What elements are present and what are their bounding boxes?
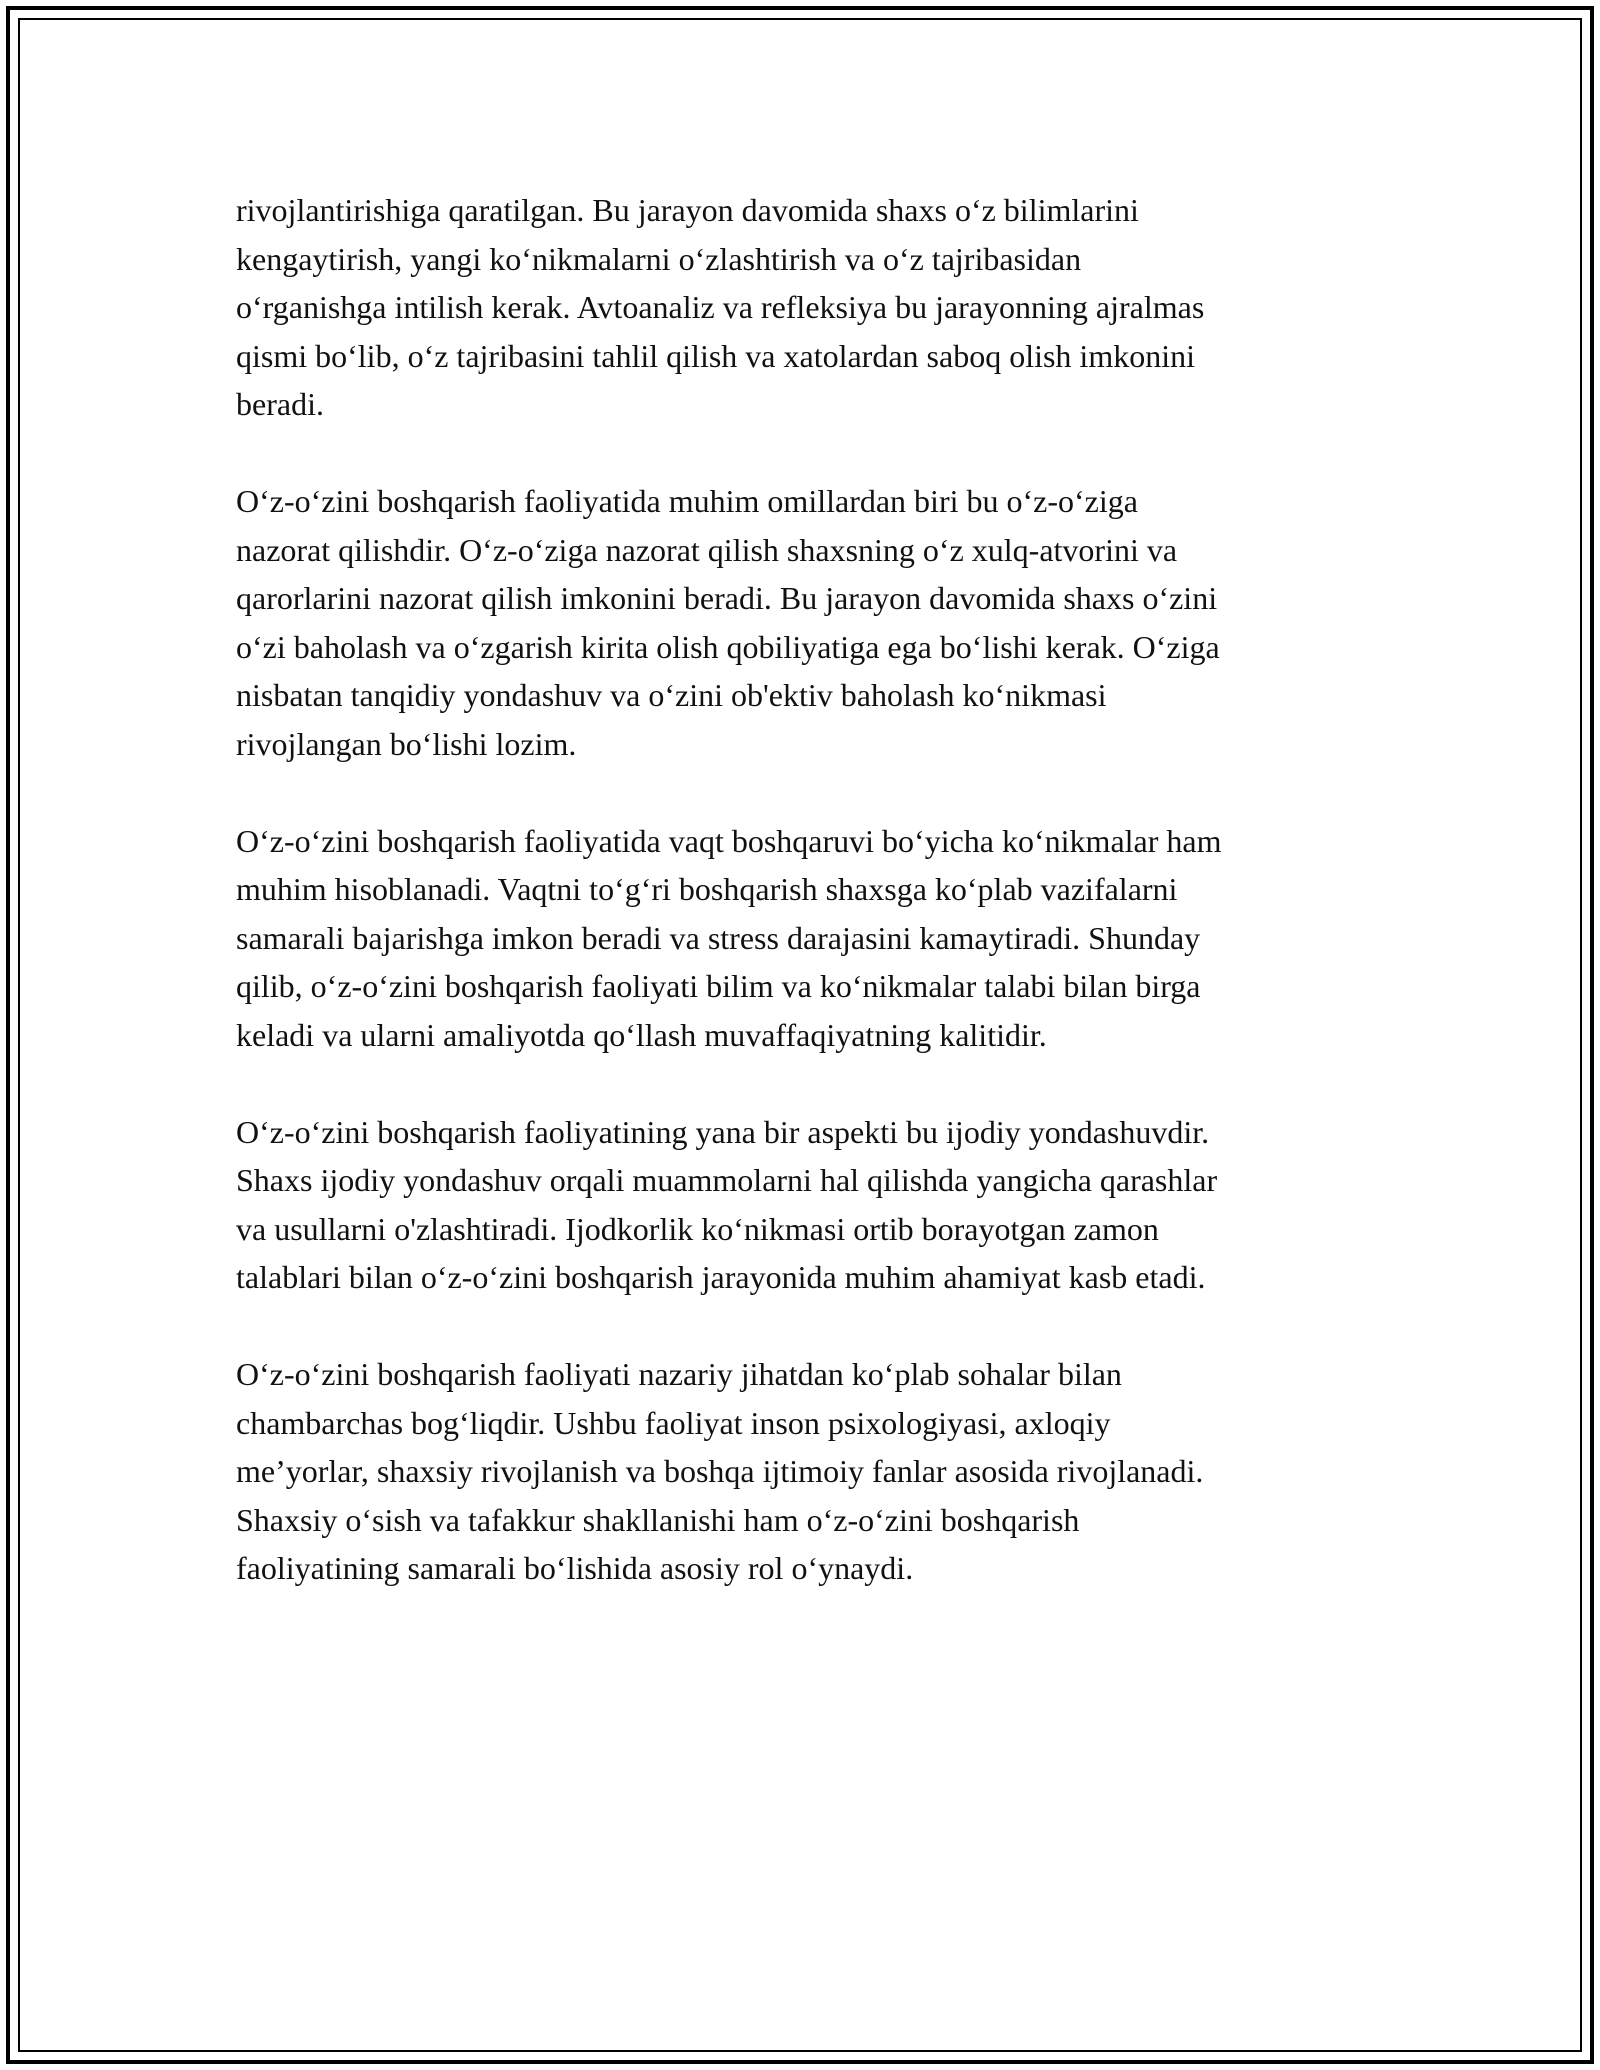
text-line: kengaytirish, yangi ko‘nikmalarni o‘zlashtirish va o‘z tajribasidan <box>236 240 1082 277</box>
text-line: talablari bilan o‘z-o‘zini boshqarish jarayonida muhim ahamiyat kasb etadi. <box>236 1259 1206 1295</box>
text-line: rivojlangan bo‘lishi lozim. <box>236 725 577 762</box>
text-line: rivojlantirishiga qaratilgan. Bu jarayon davomida shaxs o‘z bilimlarini <box>236 192 1139 228</box>
text-line: o‘rganishga intilish kerak. Avtoanaliz va refleksiya bu jarayonning ajralmas <box>236 289 1205 325</box>
paragraph <box>236 1108 1376 1302</box>
text-line: qilib, o‘z-o‘zini boshqarish faoliyati bilim va ko‘nikmalar talabi bilan birga <box>236 968 1201 1004</box>
paragraph <box>236 186 1376 429</box>
text-line: qarorlarini nazorat qilish imkonini beradi. Bu jarayon davomida shaxs o‘zini <box>236 580 1218 616</box>
text-line: muhim hisoblanadi. Vaqtni to‘g‘ri boshqarish shaxsga ko‘plab vazifalarni <box>236 871 1178 907</box>
text-line: va usullarni o'zlashtiradi. Ijodkorlik ko‘nikmasi ortib borayotgan zamon <box>236 1210 1159 1247</box>
text-line: o‘zi baholash va o‘zgarish kirita olish qobiliyatiga ega bo‘lishi kerak. O‘ziga <box>236 628 1220 665</box>
paragraph <box>236 1350 1376 1593</box>
text-line: Shaxs ijodiy yondashuv orqali muammolarni hal qilishda yangicha qarashlar <box>236 1162 1218 1198</box>
paragraph <box>236 477 1376 768</box>
text-line: qismi bo‘lib, o‘z tajribasini tahlil qilish va xatolardan saboq olish imkonini <box>236 337 1195 374</box>
text-line: Shaxsiy o‘sish va tafakkur shakllanishi ham o‘z-o‘zini boshqarish <box>236 1501 1080 1538</box>
text-line: O‘z-o‘zini boshqarish faoliyatining yana bir aspekti bu ijodiy yondashuvdir. <box>236 1113 1210 1150</box>
text-line: O‘z-o‘zini boshqarish faoliyatida vaqt boshqaruvi bo‘yicha ko‘nikmalar ham <box>236 822 1222 859</box>
text-line: beradi. <box>236 386 324 422</box>
document-body <box>236 186 1376 1641</box>
text-line: keladi va ularni amaliyotda qo‘llash muvaffaqiyatning kalitidir. <box>236 1016 1047 1053</box>
text-line: nazorat qilishdir. O‘z-o‘ziga nazorat qilish shaxsning o‘z xulq-atvorini va <box>236 531 1178 568</box>
text-line: samarali bajarishga imkon beradi va stress darajasini kamaytiradi. Shunday <box>236 919 1201 956</box>
text-line: faoliyatining samarali bo‘lishida asosiy rol o‘ynaydi. <box>236 1550 914 1586</box>
text-line: me’yorlar, shaxsiy rivojlanish va boshqa ijtimoiy fanlar asosida rivojlanadi. <box>236 1453 1204 1489</box>
text-line: O‘z-o‘zini boshqarish faoliyatida muhim omillardan biri bu o‘z-o‘ziga <box>236 483 1138 519</box>
text-line: O‘z-o‘zini boshqarish faoliyati nazariy jihatdan ko‘plab sohalar bilan <box>236 1356 1122 1392</box>
text-line: chambarchas bog‘liqdir. Ushbu faoliyat inson psixologiyasi, axloqiy <box>236 1404 1111 1441</box>
text-line: nisbatan tanqidiy yondashuv va o‘zini ob'ektiv baholash ko‘nikmasi <box>236 677 1107 713</box>
paragraph <box>236 817 1376 1060</box>
